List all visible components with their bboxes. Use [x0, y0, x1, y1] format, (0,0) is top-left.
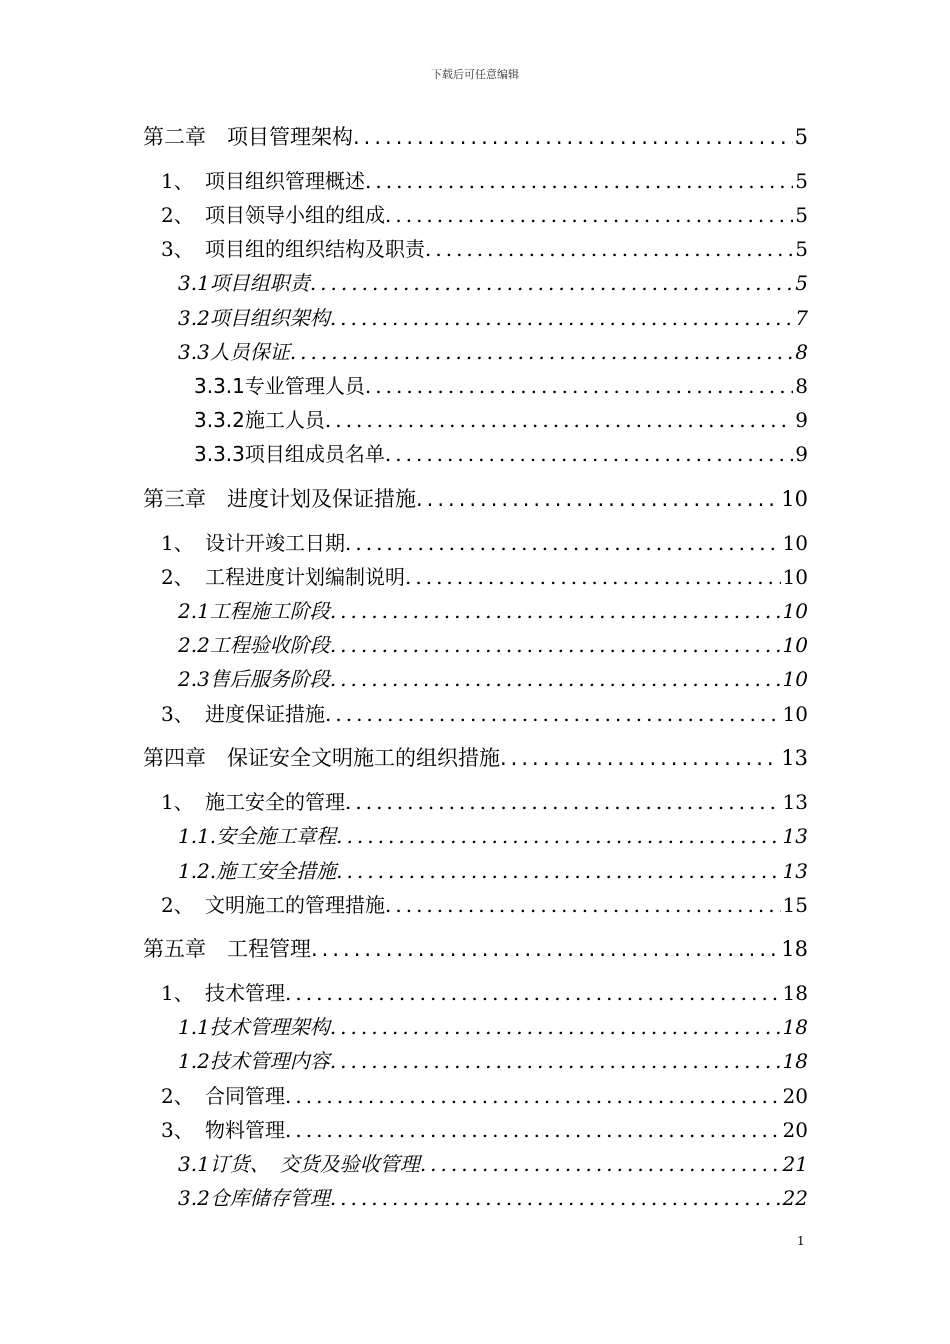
toc-title: 合同管理 — [205, 1084, 285, 1108]
toc-page: 15 — [782, 893, 808, 917]
toc-title: 2.3售后服务阶段 — [178, 667, 330, 691]
toc-entry[interactable] — [161, 789, 808, 815]
toc-page: 9 — [795, 442, 808, 466]
toc-entry[interactable] — [143, 745, 808, 771]
toc-entry[interactable] — [161, 202, 808, 228]
toc-page: 5 — [795, 203, 808, 227]
toc-entry[interactable] — [161, 530, 808, 556]
toc-leader — [385, 202, 793, 228]
toc-title: 3.2项目组织架构 — [178, 306, 330, 330]
toc-number: 2、 — [161, 1084, 194, 1108]
toc-page: 10 — [782, 565, 808, 589]
toc-leader — [330, 1185, 781, 1211]
toc-page: 10 — [782, 702, 808, 726]
page-number: 1 — [797, 1234, 805, 1248]
toc-page: 21 — [782, 1152, 808, 1176]
toc-page: 5 — [795, 271, 808, 295]
toc-leader — [336, 858, 780, 884]
toc-page: 22 — [782, 1186, 808, 1210]
toc-leader — [285, 1117, 781, 1143]
toc-page: 9 — [795, 408, 808, 432]
toc-entry[interactable] — [178, 1014, 808, 1040]
toc-entry[interactable] — [143, 486, 808, 512]
toc-leader — [325, 701, 781, 727]
toc-title: 3.3.1专业管理人员 — [194, 374, 365, 398]
toc-title: 第二章 项目管理架构 — [143, 125, 353, 149]
toc-leader — [330, 598, 781, 624]
page-header-note: 下载后可任意编辑 — [431, 68, 519, 81]
toc-leader — [325, 407, 793, 433]
toc-page: 13 — [782, 790, 808, 814]
toc-title: 3.1项目组职责 — [178, 271, 310, 295]
toc-entry[interactable] — [178, 339, 808, 365]
toc-entry[interactable] — [161, 701, 808, 727]
toc-leader — [385, 892, 781, 918]
toc-entry[interactable] — [161, 980, 808, 1006]
toc-page: 18 — [782, 1015, 808, 1039]
toc-leader — [330, 305, 793, 331]
toc-number: 1、 — [161, 169, 194, 193]
toc-leader — [290, 339, 793, 365]
toc-title: 1.1.安全施工章程 — [178, 824, 337, 848]
toc-entry[interactable] — [161, 168, 808, 194]
toc-title: 1.2.施工安全措施 — [178, 859, 337, 883]
toc-entry[interactable] — [178, 632, 808, 658]
toc-number: 3、 — [161, 702, 194, 726]
toc-leader — [330, 1014, 781, 1040]
toc-page: 13 — [782, 824, 808, 848]
toc-entry[interactable] — [161, 892, 808, 918]
toc-leader — [330, 632, 781, 658]
toc-number: 3、 — [161, 237, 194, 261]
toc-entry[interactable] — [194, 441, 808, 467]
toc-page: 18 — [782, 981, 808, 1005]
toc-leader — [405, 564, 781, 590]
toc-leader — [310, 270, 793, 296]
toc-entry[interactable] — [178, 666, 808, 692]
toc-entry[interactable] — [178, 858, 808, 884]
toc-number: 2、 — [161, 565, 194, 589]
toc-entry[interactable] — [143, 124, 808, 150]
toc-page: 18 — [781, 937, 808, 961]
toc-title: 3.2仓库储存管理 — [178, 1186, 330, 1210]
toc-entry[interactable] — [194, 373, 808, 399]
toc-title: 3.3人员保证 — [178, 340, 290, 364]
toc-title: 项目组的组织结构及职责 — [205, 237, 425, 261]
toc-leader — [330, 1048, 781, 1074]
toc-page: 10 — [781, 487, 808, 511]
toc-leader — [500, 745, 779, 771]
toc-page: 13 — [782, 859, 808, 883]
toc-leader — [285, 980, 781, 1006]
toc-page: 20 — [782, 1118, 808, 1142]
toc-leader — [353, 124, 793, 150]
toc-title: 第四章 保证安全文明施工的组织措施 — [143, 746, 500, 770]
toc-title: 技术管理 — [205, 981, 285, 1005]
toc-page: 5 — [794, 125, 808, 149]
toc-leader — [345, 789, 781, 815]
toc-leader — [311, 936, 779, 962]
toc-title: 进度保证措施 — [205, 702, 325, 726]
toc-page: 13 — [781, 746, 808, 770]
toc-page: 20 — [782, 1084, 808, 1108]
toc-title: 2.1工程施工阶段 — [178, 599, 330, 623]
toc-title: 物料管理 — [205, 1118, 285, 1142]
toc-page: 10 — [782, 667, 808, 691]
toc-title: 工程进度计划编制说明 — [205, 565, 405, 589]
toc-entry[interactable] — [161, 1117, 808, 1143]
toc-entry[interactable] — [178, 598, 808, 624]
toc-number: 1、 — [161, 981, 194, 1005]
toc-entry[interactable] — [178, 1048, 808, 1074]
toc-title: 第三章 进度计划及保证措施 — [143, 487, 416, 511]
toc-title: 项目组织管理概述 — [205, 169, 365, 193]
toc-number: 1、 — [161, 790, 194, 814]
toc-title: 2.2工程验收阶段 — [178, 633, 330, 657]
toc-number: 3、 — [161, 1118, 194, 1142]
toc-page: 8 — [795, 374, 808, 398]
toc-entry[interactable] — [161, 1083, 808, 1109]
toc-leader — [365, 168, 793, 194]
toc-title: 3.1订货、 交货及验收管理 — [178, 1152, 420, 1176]
toc-page: 5 — [795, 169, 808, 193]
toc-title: 施工安全的管理 — [205, 790, 345, 814]
toc-number: 2、 — [161, 893, 194, 917]
toc-title: 1.2技术管理内容 — [178, 1049, 330, 1073]
toc-number: 1、 — [161, 531, 194, 555]
toc-number: 2、 — [161, 203, 194, 227]
toc-leader — [385, 441, 793, 467]
toc-entry[interactable] — [178, 823, 808, 849]
toc-title: 第五章 工程管理 — [143, 937, 311, 961]
toc-leader — [416, 486, 779, 512]
toc-entry[interactable] — [194, 407, 808, 433]
toc-page: 7 — [795, 306, 808, 330]
toc-leader — [330, 666, 781, 692]
toc-page: 18 — [782, 1049, 808, 1073]
toc-page: 5 — [795, 237, 808, 261]
toc-title: 3.3.2施工人员 — [194, 408, 325, 432]
toc-title: 3.3.3项目组成员名单 — [194, 442, 385, 466]
toc-title: 1.1技术管理架构 — [178, 1015, 330, 1039]
toc-title: 设计开竣工日期 — [205, 531, 345, 555]
toc-leader — [285, 1083, 781, 1109]
toc-page: 8 — [795, 340, 808, 364]
toc-entry[interactable] — [178, 1151, 808, 1177]
toc-entry[interactable] — [178, 305, 808, 331]
toc-leader — [425, 236, 793, 262]
toc-entry[interactable] — [178, 270, 808, 296]
toc-leader — [365, 373, 793, 399]
toc-page: 10 — [782, 531, 808, 555]
toc-page: 10 — [782, 633, 808, 657]
toc-title: 项目领导小组的组成 — [205, 203, 385, 227]
toc-entry[interactable] — [178, 1185, 808, 1211]
toc-entry[interactable] — [143, 936, 808, 962]
toc-entry[interactable] — [161, 564, 808, 590]
toc-leader — [345, 530, 781, 556]
toc-entry[interactable] — [161, 236, 808, 262]
toc-title: 文明施工的管理措施 — [205, 893, 385, 917]
toc-leader — [420, 1151, 781, 1177]
toc-leader — [336, 823, 780, 849]
toc-page: 10 — [782, 599, 808, 623]
